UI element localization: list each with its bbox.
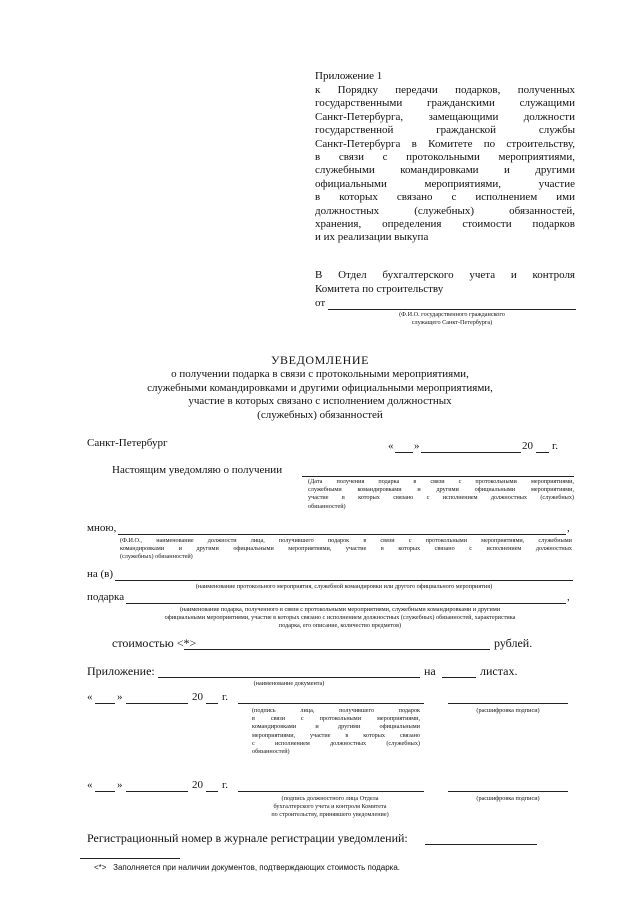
by-me-hint: [120, 537, 572, 562]
sig1-hint-line: командировками и другими официальными: [252, 723, 420, 731]
sig1-month-field[interactable]: [126, 703, 188, 704]
attachment-sheets-field[interactable]: [442, 677, 476, 678]
sig1-hint: [252, 707, 420, 756]
sig2-hint-line: по строительству, принявшего уведомление): [271, 811, 389, 819]
sig2-decoding-field[interactable]: [448, 791, 568, 792]
sig1-signature-field[interactable]: [238, 703, 424, 704]
sig1-hint-line: мероприятиями, участие в которых связано: [252, 731, 420, 739]
registration-field[interactable]: [425, 844, 537, 845]
sig2-month-field[interactable]: [126, 791, 188, 792]
attachment-label: Приложение:: [87, 664, 155, 678]
appendix-line: государственной гражданской службы: [315, 124, 575, 137]
sig2-hint-line: бухгалтерского учета и контроля Комитета: [273, 803, 387, 811]
from-hint: [328, 311, 576, 327]
sig2-day-field[interactable]: [95, 791, 115, 792]
notify-date-field[interactable]: [302, 476, 574, 477]
sig1-close-quote: »: [117, 691, 123, 703]
by-me-comma: ,: [567, 522, 570, 534]
appendix-line: и их реализации выкупа: [315, 231, 429, 244]
subtitle-line: о получении подарка в связи с протокольными мероприятиями,: [171, 368, 469, 380]
by-me-hint-line: (Ф.И.О., наименование должности лица, получившего подарок в связи с протокольными мероприятиями, служебными: [120, 537, 572, 544]
date-open-quote: «: [388, 440, 394, 452]
sig2-year-suffix: г.: [222, 779, 229, 791]
sig1-year-suffix: г.: [222, 691, 229, 703]
from-hint-line: (Ф.И.О. государственного гражданского: [399, 311, 505, 318]
from-label: от: [315, 297, 326, 309]
sig2-hint: [240, 795, 420, 820]
notify-label: Настоящим уведомляю о получении: [112, 464, 283, 476]
gift-comma: ,: [567, 591, 570, 603]
sig1-hint-line: (подпись лица, получившего подарок: [252, 707, 420, 714]
event-label: на (в): [87, 568, 114, 580]
gift-hint-line: официальными мероприятиями, участие в которых связано с исполнением должностных (служебных) обязанностей, характеристика: [164, 614, 516, 622]
appendix-line: должностных (служебных) обязанностей,: [315, 204, 575, 217]
date-year-prefix: 20: [522, 440, 533, 452]
date-close-quote: »: [414, 440, 420, 452]
appendix-line: хранения, определения стоимости подарков: [315, 218, 575, 231]
sig1-hint-line: с исполнением должностных (служебных): [252, 739, 420, 747]
sig2-signature-field[interactable]: [238, 791, 424, 792]
by-me-label: мною,: [87, 522, 117, 534]
appendix-line: к Порядку передачи подарков, полученных: [315, 84, 575, 96]
footnote-marker: <*>: [94, 863, 107, 872]
title-subtitle: [60, 368, 580, 422]
date-year-suffix: г.: [552, 440, 559, 452]
sig1-open-quote: «: [87, 691, 93, 703]
subtitle-line: служебными командировками и другими официальными мероприятиями,: [147, 381, 493, 394]
notify-hint-line: служебными командировками и другими официальными мероприятиями,: [308, 486, 574, 494]
gift-hint-line: (наименование подарка, полученного в связи с протокольными мероприятиями, служебными командировками и другими: [179, 606, 501, 613]
by-me-hint-line: командировками и другими официальными мероприятиями, участие в которых связано с исполнением должностных: [120, 545, 572, 553]
footnote-text: Заполняется при наличии документов, подтверждающих стоимость подарка.: [113, 863, 401, 872]
sig2-hint-line: (подпись должностного лица Отдела: [281, 795, 379, 802]
attachment-on-label: на: [424, 664, 436, 678]
sig1-decoding-field[interactable]: [448, 703, 568, 704]
gift-hint: [95, 606, 585, 631]
city-label: Санкт-Петербург: [87, 437, 168, 449]
appendix-line: в которых связано с исполнением ими: [315, 191, 575, 204]
footnote-separator: [80, 858, 180, 859]
notify-hint-line: обязанностей): [308, 502, 346, 510]
attachment-field[interactable]: [158, 677, 420, 678]
sig1-hint-line: обязанностей): [252, 748, 290, 756]
event-field[interactable]: [115, 580, 573, 581]
notify-hint-line: (Дата получения подарка в связи с протокольными мероприятиями,: [308, 478, 574, 485]
appendix-title: Приложение 1: [315, 70, 383, 82]
sig1-year-prefix: 20: [192, 691, 203, 703]
addressee-line-2: Комитета по строительству: [315, 283, 444, 295]
sig1-year-field[interactable]: [206, 703, 218, 704]
by-me-field[interactable]: [118, 534, 566, 535]
subtitle-line: участие в которых связано с исполнением должностных: [188, 395, 452, 407]
sig2-open-quote: «: [87, 779, 93, 791]
date-year-field[interactable]: [536, 452, 549, 453]
sig1-day-field[interactable]: [95, 703, 115, 704]
by-me-hint-line: (служебных) обязанностей): [120, 553, 193, 561]
notify-hint-line: участие в которых связано с исполнением должностных (служебных): [308, 494, 574, 502]
attachment-sheets-label: листах.: [480, 664, 518, 678]
date-day-field[interactable]: [395, 452, 413, 453]
sig2-year-prefix: 20: [192, 779, 203, 791]
cost-field[interactable]: [184, 649, 490, 650]
appendix-line: Санкт-Петербурга в Комитете по строительству,: [315, 137, 575, 150]
appendix-line: официальными мероприятиями, участие: [315, 177, 575, 190]
addressee-line-1: В Отдел бухгалтерского учета и контроля: [315, 269, 575, 281]
footnote: [94, 863, 574, 873]
cost-unit: рублей.: [494, 636, 533, 650]
cost-label: стоимостью <*>: [112, 636, 197, 650]
subtitle-line: (служебных) обязанностей: [257, 408, 383, 421]
appendix-text: [315, 84, 575, 245]
sig2-year-field[interactable]: [206, 791, 218, 792]
event-hint: (наименование протокольного мероприятия, служебной командировки или другого официального мероприятия): [195, 583, 493, 590]
gift-hint-line: подарка, его описание, количество предметов): [278, 622, 402, 630]
notify-hint: [308, 478, 574, 511]
document-title: УВЕДОМЛЕНИЕ: [270, 353, 370, 367]
appendix-line: служебными командировками и другими: [315, 164, 575, 177]
gift-field[interactable]: [126, 603, 566, 604]
date-month-field[interactable]: [421, 452, 521, 453]
sig2-decoding-hint: (расшифровка подписи): [476, 795, 540, 802]
from-hint-line: служащего Санкт-Петербурга): [411, 319, 493, 327]
sig1-hint-line: в связи с протокольными мероприятиями,: [252, 715, 420, 723]
appendix-line: в связи с протокольными мероприятиями,: [315, 151, 575, 164]
sig2-close-quote: »: [117, 779, 123, 791]
from-field[interactable]: [328, 309, 576, 310]
registration-label: Регистрационный номер в журнале регистрации уведомлений:: [87, 831, 408, 845]
appendix-line: государственными гражданскими служащими: [315, 97, 575, 110]
appendix-line: Санкт-Петербурга, замещающими должности: [315, 110, 575, 123]
gift-label: подарка: [87, 591, 125, 603]
attachment-hint: (наименование документа): [253, 680, 325, 687]
sig1-decoding-hint: (расшифровка подписи): [476, 707, 540, 714]
